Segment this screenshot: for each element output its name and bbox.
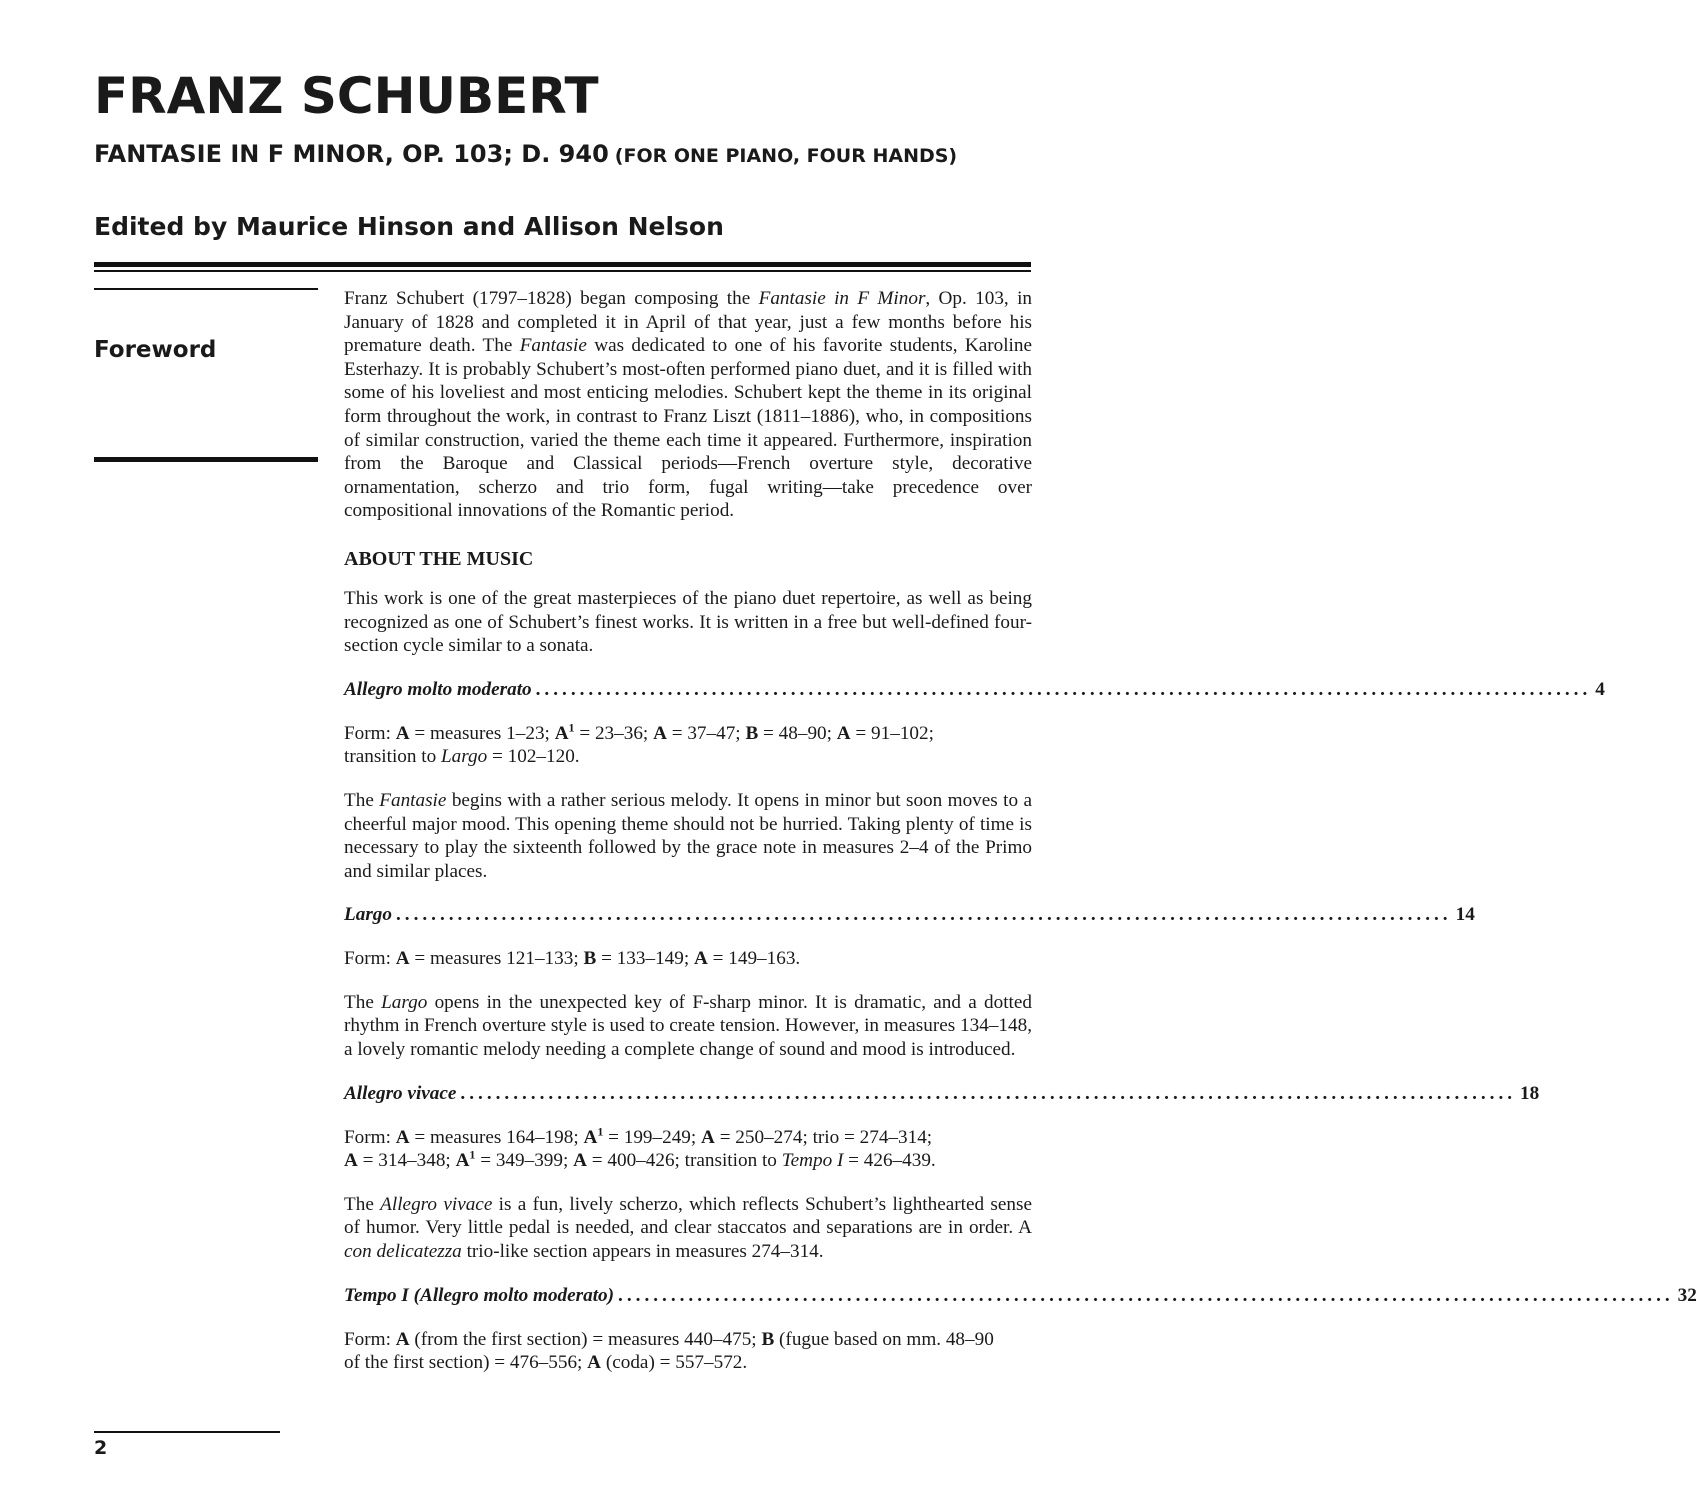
foreword-label: Foreword bbox=[94, 337, 217, 363]
section-title: Allegro molto moderato bbox=[344, 678, 532, 700]
footer-rule bbox=[94, 1431, 280, 1433]
section-allegro-molto-moderato bbox=[344, 678, 1605, 702]
instrumentation: (FOR ONE PIANO, FOUR HANDS) bbox=[614, 145, 958, 167]
intro-paragraph bbox=[344, 287, 1032, 523]
dot-leader: ........................................................................................................................ bbox=[395, 904, 1452, 926]
form-line: Form: A (from the first section) = measures 440–475; B (fugue based on mm. 48–90 bbox=[344, 1328, 994, 1350]
section-title: Largo bbox=[344, 904, 392, 926]
work-title bbox=[94, 138, 957, 172]
about-heading: ABOUT THE MUSIC bbox=[344, 547, 534, 570]
about-paragraph: This work is one of the great masterpieces of the piano duet repertoire, as well as being recognized as one of Schubert’s finest works. It is written in a free but well-defined four-section cycle similar to a sonata. bbox=[344, 587, 1032, 657]
intro-em-2: Fantasie bbox=[519, 335, 587, 357]
form-line: transition to Largo = 102–120. bbox=[344, 746, 580, 768]
section-largo bbox=[344, 903, 1475, 927]
form-line: Form: A = measures 1–23; $A^1 = 23-36$; A = 37–47; B = 48–90; A = 91–102; bbox=[344, 720, 934, 744]
composer-title: FRANZ SCHUBERT bbox=[94, 67, 599, 125]
section-title: Allegro vivace bbox=[344, 1082, 457, 1104]
section-page: 18 bbox=[1520, 1082, 1540, 1104]
section-description: The Allegro vivace is a fun, lively scherzo, which reflects Schubert’s lighthearted sense of humor. Very little pedal is needed, and clear staccatos and separations are in order. A con delicatezza trio-like section appears in measures 274–314. bbox=[344, 1193, 1032, 1263]
form-line: Form: A = measures 164–198; $A^1 = 199-249$; A = 250–274; trio = 274–314; bbox=[344, 1124, 933, 1148]
editors-line: Edited by Maurice Hinson and Allison Nelson bbox=[94, 212, 724, 241]
sidebar-rule-top bbox=[94, 288, 318, 290]
section-description: The Fantasie begins with a rather serious melody. It opens in minor but soon moves to a cheerful major mood. This opening theme should not be hurried. Taking plenty of time is necessary to play the sixteenth followed by the grace note in measures 2–4 of the Primo and similar places. bbox=[344, 789, 1032, 882]
work-name: FANTASIE IN F MINOR, OP. 103; D. 940 bbox=[94, 140, 609, 168]
sidebar-rule-bottom bbox=[94, 457, 318, 462]
page-number: 2 bbox=[94, 1437, 108, 1459]
dot-leader: ........................................................................................................................ bbox=[618, 1284, 1674, 1306]
header-rule-thick bbox=[94, 262, 1031, 267]
section-allegro-vivace bbox=[344, 1082, 1540, 1106]
dot-leader: ........................................................................................................................ bbox=[535, 678, 1592, 700]
section-tempo-i bbox=[344, 1284, 1697, 1308]
intro-em-1: Fantasie in F Minor bbox=[758, 288, 926, 309]
section-title: Tempo I (Allegro molto moderato) bbox=[344, 1284, 615, 1306]
header-rule-thin bbox=[94, 270, 1031, 272]
form-line: A = 314–348; $A^1 = 349-399$; A = 400–426; transition to Tempo I = 426–439. bbox=[344, 1147, 936, 1172]
section-page: 14 bbox=[1455, 904, 1475, 926]
intro-text-2: , Op. 103, in January of 1828 and completed it in April of that year, just a few months before his premature death. The bbox=[344, 288, 1033, 357]
foreword-body bbox=[344, 287, 1697, 1375]
form-line: of the first section) = 476–556; A (coda) = 557–572. bbox=[344, 1352, 748, 1374]
section-description: The Largo opens in the unexpected key of F-sharp minor. It is dramatic, and a dotted rhythm in French overture style is used to create tension. However, in measures 134–148, a lovely romantic melody needing a complete change of sound and mood is introduced. bbox=[344, 991, 1032, 1061]
section-page: 32 bbox=[1677, 1284, 1697, 1306]
section-page: 4 bbox=[1595, 678, 1605, 700]
dot-leader: ........................................................................................................................ bbox=[460, 1082, 1517, 1104]
form-line: Form: A = measures 121–133; B = 133–149; A = 149–163. bbox=[344, 948, 801, 970]
intro-text-1: Franz Schubert (1797–1828) began composing the bbox=[344, 288, 759, 309]
intro-text-3: was dedicated to one of his favorite students, Karoline Esterhazy. It is probably Schubert’s most-often performed piano duet, and it is filled with some of his loveliest and most enticing melodies. Schubert kept the theme in its original form throughout the work, in contrast to Franz Liszt (1811–1886), who, in compositions of similar construction, varied the theme each time it appeared. Furthermore, inspiration from the Baroque and Classical periods—French overture style, decorative ornamentation, scherzo and trio form, fugal writing—take precedence over compositional innovations of the Romantic period. bbox=[344, 335, 1032, 522]
